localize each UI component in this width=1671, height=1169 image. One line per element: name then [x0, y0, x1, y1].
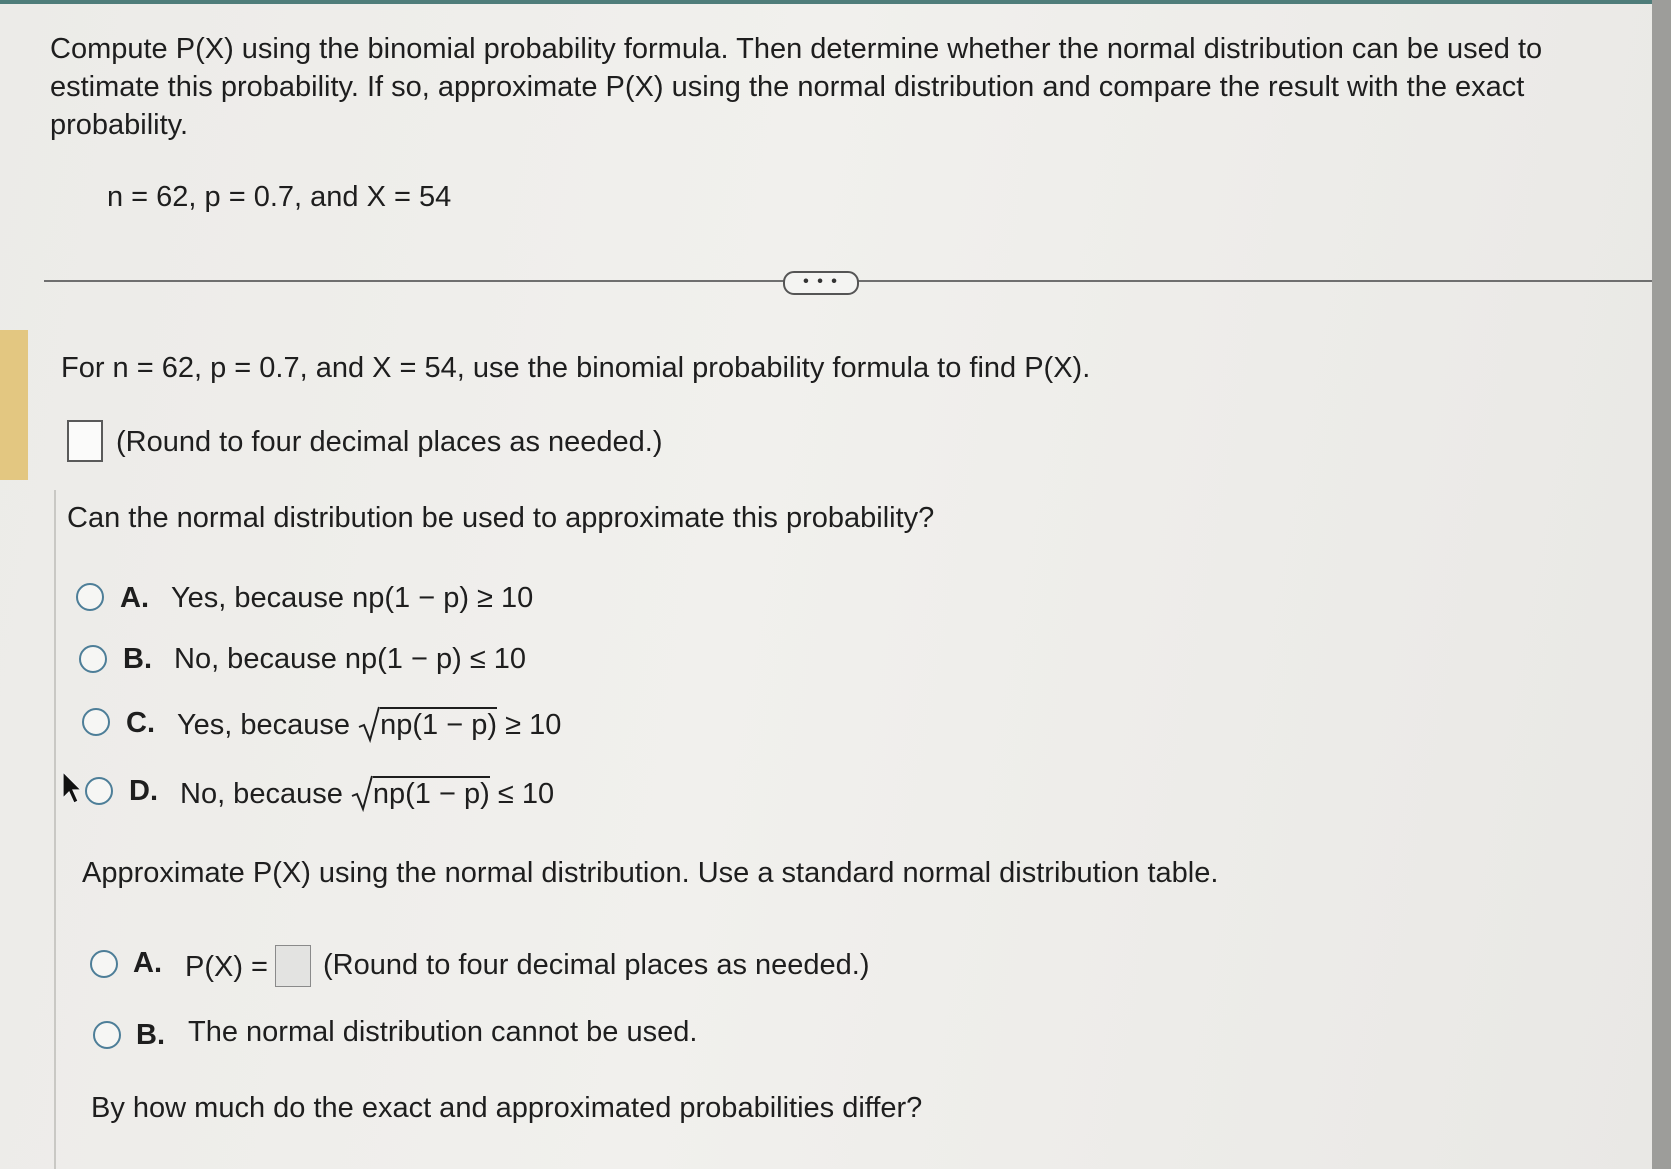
rounding-note: (Round to four decimal places as needed.) — [116, 426, 663, 458]
square-root — [351, 776, 490, 812]
normal-approx-prompt: Approximate P(X) using the normal distribution. Use a standard normal distribution table. — [82, 857, 1219, 889]
approx-option-a-letter: A. — [133, 947, 162, 979]
option-d-suffix: ≤ 10 — [497, 778, 555, 810]
approx-option-b-radio[interactable] — [93, 1021, 121, 1049]
approx-option-b-letter: B. — [136, 1019, 165, 1051]
option-c-radio[interactable] — [82, 708, 110, 736]
binomial-answer-input[interactable] — [67, 420, 103, 462]
approx-answer-input[interactable] — [275, 945, 311, 987]
option-b-text: No, because np(1 − p) ≤ 10 — [174, 643, 527, 675]
square-root — [358, 707, 497, 743]
expand-more-button[interactable]: • • • — [783, 271, 859, 295]
approx-option-b-text: The normal distribution cannot be used. — [188, 1016, 698, 1048]
screen-edge-shadow — [1652, 0, 1671, 1169]
option-c-text — [177, 707, 561, 743]
normal-approx-question: Can the normal distribution be used to approximate this probability? — [67, 502, 935, 534]
option-d-prefix: No, because — [180, 778, 343, 810]
option-d-text — [180, 776, 554, 812]
top-accent-bar — [0, 0, 1671, 4]
option-a-letter: A. — [120, 582, 149, 614]
option-a-radio[interactable] — [76, 583, 104, 611]
current-step-marker — [0, 330, 28, 480]
binomial-prompt: For n = 62, p = 0.7, and X = 54, use the binomial probability formula to find P(X). — [61, 352, 1091, 384]
left-rule — [54, 490, 56, 1169]
option-d-radicand: np(1 − p) — [372, 778, 490, 810]
option-b-radio[interactable] — [79, 645, 107, 673]
difference-question: By how much do the exact and approximated probabilities differ? — [91, 1092, 923, 1124]
mouse-pointer-icon — [62, 771, 84, 805]
problem-instructions: Compute P(X) using the binomial probability formula. Then determine whether the normal distribution can be used to estimate this probability. If so, approximate P(X) using the normal distribution and compare the result with the exact probability. — [50, 33, 1543, 141]
given-values: n = 62, p = 0.7, and X = 54 — [107, 181, 452, 213]
approx-option-a-radio[interactable] — [90, 950, 118, 978]
option-d-radio[interactable] — [85, 777, 113, 805]
option-c-radicand: np(1 − p) — [380, 709, 498, 741]
radical-sign-icon — [351, 774, 373, 812]
approx-rounding-note: (Round to four decimal places as needed.) — [323, 949, 870, 981]
option-c-suffix: ≥ 10 — [505, 709, 562, 741]
option-c-letter: C. — [126, 707, 155, 739]
option-d-letter: D. — [129, 775, 158, 807]
radical-sign-icon — [358, 705, 380, 743]
option-c-prefix: Yes, because — [177, 709, 351, 741]
option-a-text: Yes, because np(1 − p) ≥ 10 — [171, 582, 534, 614]
approx-option-a-label: P(X) = — [185, 951, 268, 983]
option-b-letter: B. — [123, 643, 152, 675]
